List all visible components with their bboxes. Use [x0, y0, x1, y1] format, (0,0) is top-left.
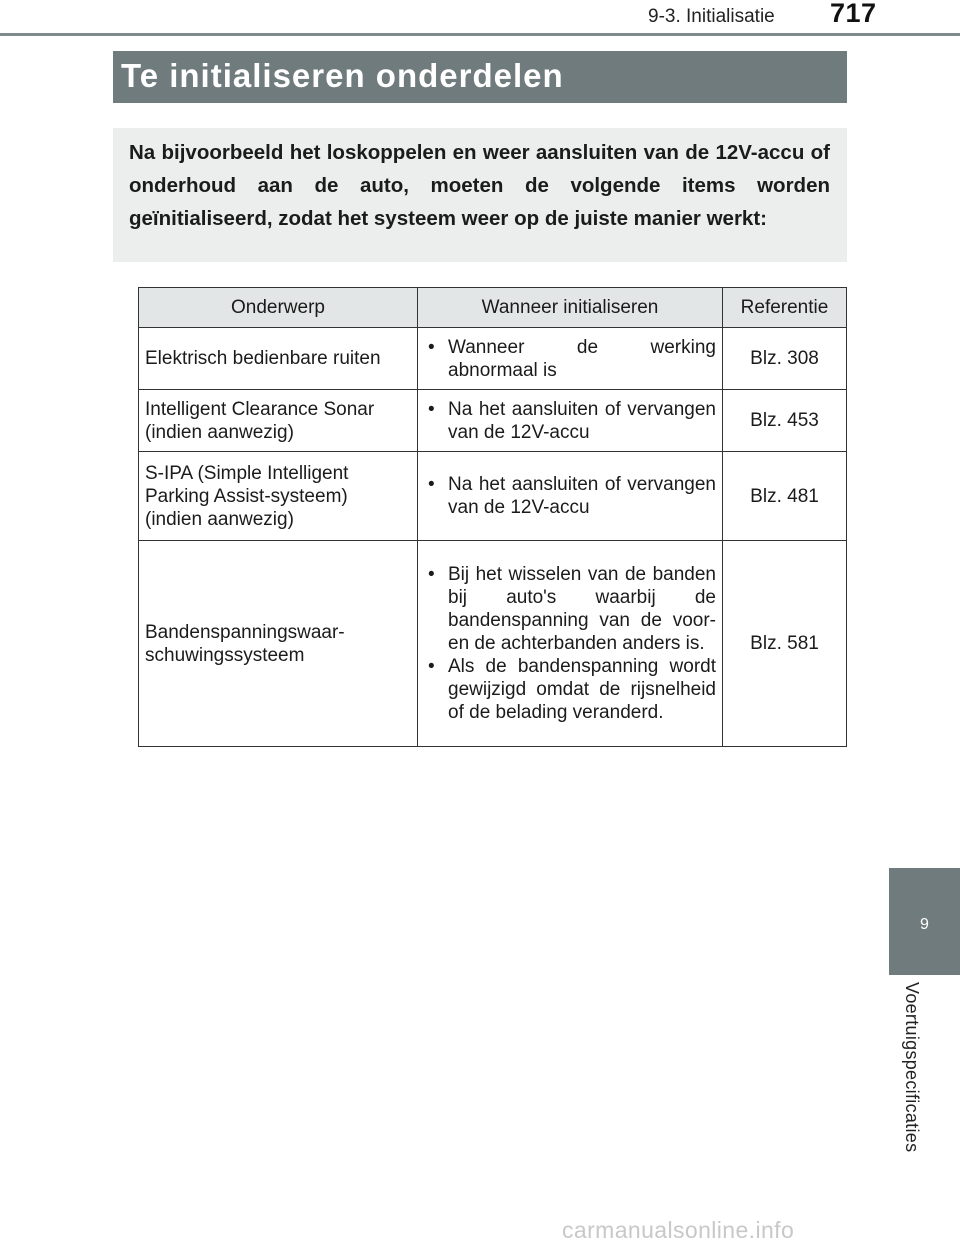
list-item: • Als de bandenspanning wordt gewijzigd omdat de rijsnelheid of de belading veranderd.	[424, 655, 716, 724]
list-item: • Na het aansluiten of vervangen van de 12V-accu	[424, 473, 716, 519]
column-header-subject: Onderwerp	[139, 288, 418, 328]
intro-text: Na bijvoorbeeld het loskoppelen en weer aansluiten van de 12V-accu of onderhoud aan de auto, moeten de volgende items worden geïnitialiseerd, zodat het systeem weer op de juiste manier werkt:	[129, 141, 830, 230]
initialisation-table	[138, 287, 847, 747]
section-title: 9-3. Initialisatie	[648, 6, 775, 27]
row-reference: Blz. 481	[723, 452, 847, 541]
list-item: • Bij het wisselen van de banden bij auto's waarbij de bandenspanning van de voor- en de achterbanden anders is.	[424, 563, 716, 655]
page-number: 717	[830, 0, 877, 28]
row-subject: Intelligent Clearance Sonar (indien aanwezig)	[139, 390, 418, 452]
list-item: • Na het aansluiten of vervangen van de 12V-accu	[424, 398, 716, 444]
table-row	[139, 390, 847, 452]
row-when	[418, 541, 723, 747]
row-when	[418, 452, 723, 541]
row-when	[418, 328, 723, 390]
list-item: • Wanneer de werking abnormaal is	[424, 336, 716, 382]
row-reference: Blz. 581	[723, 541, 847, 747]
row-subject: Elektrisch bedienbare ruiten	[139, 328, 418, 390]
chapter-label: Voertuigspecificaties	[902, 982, 922, 1153]
chapter-tab	[889, 868, 960, 975]
chapter-number: 9	[920, 916, 929, 933]
when-list	[424, 563, 716, 724]
table-row	[139, 328, 847, 390]
watermark: carmanualsonline.info	[562, 1217, 795, 1243]
column-header-when: Wanneer initialiseren	[418, 288, 723, 328]
when-list	[424, 336, 716, 382]
intro-box	[113, 128, 847, 262]
row-subject: Bandenspanningswaar- schuwingssysteem	[139, 541, 418, 747]
when-list	[424, 473, 716, 519]
column-header-reference: Referentie	[723, 288, 847, 328]
page-title: Te initialiseren onderdelen	[121, 57, 564, 94]
row-reference: Blz. 453	[723, 390, 847, 452]
table-header-row	[139, 288, 847, 328]
row-reference: Blz. 308	[723, 328, 847, 390]
row-subject: S-IPA (Simple Intelligent Parking Assist-systeem) (indien aanwezig)	[139, 452, 418, 541]
when-list	[424, 398, 716, 444]
table-row	[139, 452, 847, 541]
header-divider	[0, 33, 960, 36]
table-row	[139, 541, 847, 747]
title-bar	[113, 51, 847, 103]
row-when	[418, 390, 723, 452]
